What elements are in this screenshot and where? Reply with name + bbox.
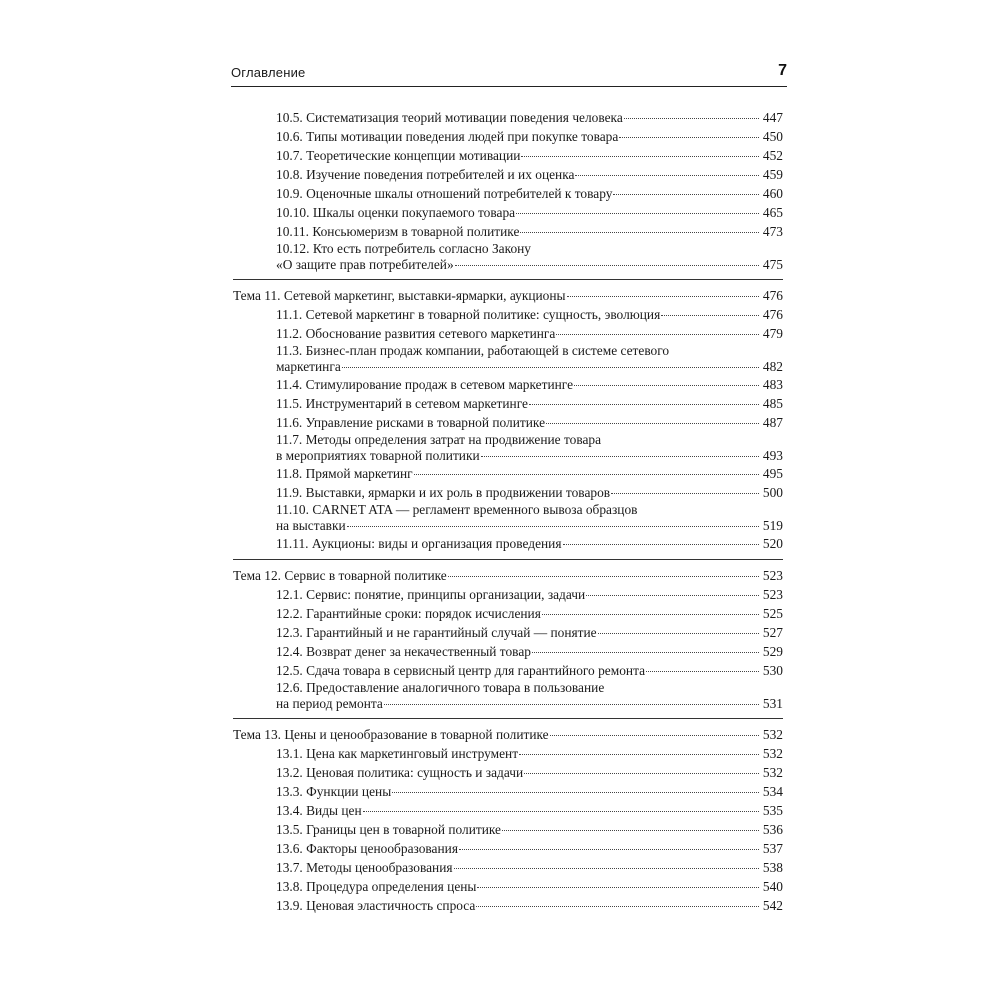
toc-entry-text: 11.5. Инструментарий в сетевом маркетинге: [276, 396, 528, 411]
dot-leader: [556, 334, 759, 335]
dot-leader: [414, 474, 759, 475]
dot-leader: [524, 773, 759, 774]
toc-page-number: 476: [762, 288, 783, 303]
toc-topic-entry[interactable]: [233, 725, 783, 744]
toc-entry-text: 10.11. Консьюмеризм в товарной политике: [276, 224, 520, 239]
toc-entry-text: Тема 13. Цены и ценообразование в товарной политике: [233, 727, 549, 742]
toc-entry-text: 11.11. Аукционы: виды и организация проведения: [276, 536, 562, 551]
dot-leader: [575, 175, 759, 176]
toc-page-number: 520: [762, 536, 783, 551]
toc-page-number: 500: [762, 485, 783, 500]
toc-page-number: 542: [762, 898, 783, 913]
toc-entry-text: 10.8. Изучение поведения потребителей и их оценка: [276, 167, 575, 182]
dot-leader: [363, 811, 759, 812]
toc-entry-text: 13.6. Факторы ценообразования: [276, 841, 458, 856]
dot-leader: [520, 232, 759, 233]
dot-leader: [598, 633, 759, 634]
dot-leader: [521, 156, 759, 157]
dot-leader: [532, 652, 759, 653]
toc-entry-text: 10.9. Оценочные шкалы отношений потребителей к товару: [276, 186, 613, 201]
toc-page-number: 465: [762, 205, 783, 220]
toc-entry-text: на период ремонта: [276, 696, 383, 711]
toc-page-number: 493: [762, 448, 783, 463]
toc-subsection-entry[interactable]: [233, 222, 783, 241]
toc-page-number: 476: [762, 307, 783, 322]
toc-entry-text: 13.5. Границы цен в товарной политике: [276, 822, 501, 837]
toc-entry-text: «О защите прав потребителей»: [276, 257, 454, 272]
dot-leader: [384, 704, 759, 705]
toc-entry-text: 10.5. Систематизация теорий мотивации поведения человека: [276, 110, 623, 125]
running-head: [231, 64, 787, 84]
toc-entry-text: 11.7. Методы определения затрат на продвижение товара: [276, 432, 602, 447]
toc-entry-text: 13.3. Функции цены: [276, 784, 392, 799]
toc-page-number: 523: [762, 587, 783, 602]
toc-subsection-entry[interactable]: [233, 184, 783, 203]
dot-leader: [476, 906, 759, 907]
toc-entry-text: 11.9. Выставки, ярмарки и их роль в продвижении товаров: [276, 485, 611, 500]
toc-page-number: 525: [762, 606, 783, 621]
toc-entry-text: 12.2. Гарантийные сроки: порядок исчисления: [276, 606, 541, 621]
toc-entry-text: в мероприятиях товарной политики: [276, 448, 480, 463]
toc-entry-text: Тема 11. Сетевой маркетинг, выставки-ярмарки, аукционы: [233, 288, 566, 303]
toc-entry-text: 13.4. Виды цен: [276, 803, 362, 818]
toc-page-number: 450: [762, 129, 783, 144]
toc-subsection-entry[interactable]: [233, 680, 783, 712]
toc-page-number: 483: [762, 377, 783, 392]
toc-entry-text: 13.2. Ценовая политика: сущность и задачи: [276, 765, 524, 780]
toc-entry-text: 11.6. Управление рисками в товарной политике: [276, 415, 546, 430]
dot-leader: [477, 887, 759, 888]
toc-page-number: 529: [762, 644, 783, 659]
dot-leader: [454, 868, 759, 869]
toc-entry-text: 11.1. Сетевой маркетинг в товарной политике: сущность, эволюция: [276, 307, 661, 322]
toc-entry-text: 12.5. Сдача товара в сервисный центр для гарантийного ремонта: [276, 663, 646, 678]
toc-page-number: 531: [762, 696, 783, 711]
toc-entry-text: маркетинга: [276, 359, 341, 374]
toc-page-number: 523: [762, 568, 783, 583]
dot-leader: [392, 792, 759, 793]
dot-leader: [613, 194, 759, 195]
toc-subsection-entry[interactable]: [233, 432, 783, 464]
dot-leader: [567, 296, 759, 297]
dot-leader: [502, 830, 759, 831]
toc-subsection-entry[interactable]: [233, 782, 783, 801]
toc-page-number: 485: [762, 396, 783, 411]
toc-page-number: 532: [762, 727, 783, 742]
toc-subsection-entry[interactable]: [233, 483, 783, 502]
toc-entry-text: 12.4. Возврат денег за некачественный товар: [276, 644, 531, 659]
toc-subsection-entry[interactable]: [233, 585, 783, 604]
toc-page-number: 519: [762, 518, 783, 533]
toc-subsection-entry[interactable]: [233, 801, 783, 820]
toc-subsection-entry[interactable]: [233, 661, 783, 680]
toc-section: [233, 559, 783, 712]
toc-page-number: 459: [762, 167, 783, 182]
toc-subsection-entry[interactable]: [233, 896, 783, 915]
toc-subsection-entry[interactable]: [233, 203, 783, 222]
toc-entry-text: Тема 12. Сервис в товарной политике: [233, 568, 447, 583]
dot-leader: [586, 595, 759, 596]
dot-leader: [624, 118, 759, 119]
header-rule: [231, 86, 787, 87]
toc-subsection-entry[interactable]: [233, 108, 783, 127]
toc-subsection-entry[interactable]: [233, 343, 783, 375]
toc-subsection-entry[interactable]: [233, 642, 783, 661]
dot-leader: [574, 385, 759, 386]
toc-topic-entry[interactable]: [233, 566, 783, 585]
toc-subsection-entry[interactable]: [233, 744, 783, 763]
dot-leader: [448, 576, 759, 577]
toc-page-number: 452: [762, 148, 783, 163]
toc-topic-entry[interactable]: [233, 286, 783, 305]
toc-section: [233, 279, 783, 553]
toc-page-number: 535: [762, 803, 783, 818]
toc-entry-text: 11.8. Прямой маркетинг: [276, 466, 413, 481]
toc-page-number: 482: [762, 359, 783, 374]
running-title: Оглавление: [231, 65, 306, 80]
toc-page-number: 475: [762, 257, 783, 272]
dot-leader: [529, 404, 759, 405]
toc-section: [233, 718, 783, 915]
toc-page-number: 495: [762, 466, 783, 481]
toc-entry-text: 13.9. Ценовая эластичность спроса: [276, 898, 476, 913]
toc-subsection-entry[interactable]: [233, 534, 783, 553]
toc-page-number: 479: [762, 326, 783, 341]
toc-subsection-entry[interactable]: [233, 858, 783, 877]
toc-page-number: 536: [762, 822, 783, 837]
toc-page-number: 487: [762, 415, 783, 430]
toc-page-number: 530: [762, 663, 783, 678]
toc-subsection-entry[interactable]: [233, 763, 783, 782]
dot-leader: [542, 614, 759, 615]
dot-leader: [481, 456, 759, 457]
toc-entry-text: 13.8. Процедура определения цены: [276, 879, 477, 894]
toc-page-number: 460: [762, 186, 783, 201]
toc-page-number: 527: [762, 625, 783, 640]
toc-entry-text: 11.3. Бизнес-план продаж компании, работающей в системе сетевого: [276, 343, 670, 358]
page-number: 7: [778, 62, 787, 79]
toc-entry-text: 12.1. Сервис: понятие, принципы организации, задачи: [276, 587, 586, 602]
toc-entry-text: 13.7. Методы ценообразования: [276, 860, 453, 875]
toc-subsection-entry[interactable]: [233, 502, 783, 534]
toc-entry-text: 12.3. Гарантийный и не гарантийный случай — понятие: [276, 625, 597, 640]
toc-subsection-entry[interactable]: [233, 241, 783, 273]
toc-entry-text: 10.10. Шкалы оценки покупаемого товара: [276, 205, 516, 220]
toc-subsection-entry[interactable]: [233, 165, 783, 184]
dot-leader: [661, 315, 759, 316]
toc-subsection-entry[interactable]: [233, 413, 783, 432]
dot-leader: [646, 671, 759, 672]
toc-page-number: 540: [762, 879, 783, 894]
toc-subsection-entry[interactable]: [233, 394, 783, 413]
toc-entry-text: 11.4. Стимулирование продаж в сетевом маркетинге: [276, 377, 574, 392]
toc-entry-text: 10.12. Кто есть потребитель согласно Закону: [276, 241, 532, 256]
dot-leader: [516, 213, 759, 214]
toc-entry-text: 11.2. Обоснование развития сетевого маркетинга: [276, 326, 556, 341]
dot-leader: [347, 526, 759, 527]
toc-page-number: 534: [762, 784, 783, 799]
table-of-contents: [233, 108, 783, 915]
toc-subsection-entry[interactable]: [233, 375, 783, 394]
dot-leader: [611, 493, 759, 494]
toc-entry-text: 10.7. Теоретические концепции мотивации: [276, 148, 521, 163]
toc-page-number: 537: [762, 841, 783, 856]
toc-subsection-entry[interactable]: [233, 305, 783, 324]
dot-leader: [459, 849, 759, 850]
toc-page-number: 447: [762, 110, 783, 125]
toc-entry-text: на выставки: [276, 518, 346, 533]
toc-entry-text: 10.6. Типы мотивации поведения людей при покупке товара: [276, 129, 619, 144]
toc-entry-text: 13.1. Цена как маркетинговый инструмент: [276, 746, 519, 761]
toc-entry-text: 11.10. CARNET ATA — регламент временного вывоза образцов: [276, 502, 638, 517]
toc-subsection-entry[interactable]: [233, 604, 783, 623]
toc-entry-text: 12.6. Предоставление аналогичного товара в пользование: [276, 680, 605, 695]
toc-subsection-entry[interactable]: [233, 146, 783, 165]
dot-leader: [519, 754, 759, 755]
toc-subsection-entry[interactable]: [233, 623, 783, 642]
toc-subsection-entry[interactable]: [233, 820, 783, 839]
dot-leader: [455, 265, 759, 266]
toc-page-number: 532: [762, 746, 783, 761]
dot-leader: [342, 367, 759, 368]
dot-leader: [563, 544, 760, 545]
toc-subsection-entry[interactable]: [233, 127, 783, 146]
toc-section: [233, 108, 783, 273]
dot-leader: [546, 423, 759, 424]
toc-page-number: 538: [762, 860, 783, 875]
dot-leader: [550, 735, 759, 736]
toc-subsection-entry[interactable]: [233, 877, 783, 896]
toc-subsection-entry[interactable]: [233, 464, 783, 483]
toc-page-number: 473: [762, 224, 783, 239]
toc-subsection-entry[interactable]: [233, 839, 783, 858]
dot-leader: [619, 137, 759, 138]
toc-page-number: 532: [762, 765, 783, 780]
toc-subsection-entry[interactable]: [233, 324, 783, 343]
